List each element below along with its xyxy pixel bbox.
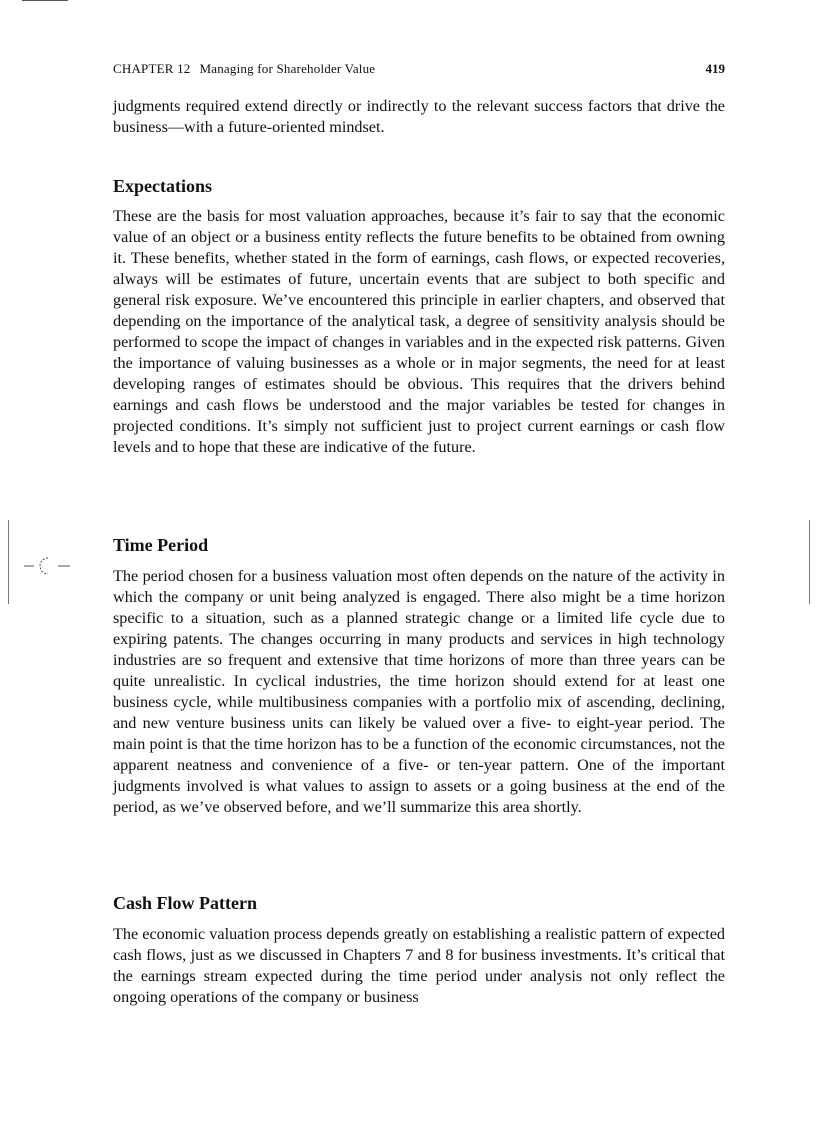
section-heading-cash-flow-pattern: Cash Flow Pattern xyxy=(113,893,257,913)
registration-mark-icon xyxy=(24,554,72,578)
chapter-label: CHAPTER 12 xyxy=(113,61,191,76)
section-heading-expectations: Expectations xyxy=(113,176,212,196)
chapter-title: Managing for Shareholder Value xyxy=(199,61,376,76)
running-header xyxy=(113,60,725,78)
section-body-expectations: These are the basis for most valuation approaches, because it’s fair to say that the economic value of an object or a business entity reflects the future benefits to be obtained from owning it. These benefits, whether stated in the form of earnings, cash flows, or expected recoveries, always will be estimates of future, uncertain events that are subject to both specific and general risk exposure. We’ve encountered this principle in earlier chapters, and observed that depending on the importance of the analytical task, a degree of sensitivity analysis should be performed to scope the impact of changes in variables and in the expected risk patterns. Given the importance of valuing businesses as a whole or in major segments, the need for at least developing ranges of estimates should be obvious. This requires that the drivers behind earnings and cash flows be understood and the major variables be tested for changes in projected conditions. It’s simply not sufficient just to project current earnings or cash flow levels and to hope that these are indicative of the future. xyxy=(113,207,725,456)
section-heading-time-period: Time Period xyxy=(113,535,209,555)
crop-mark-left xyxy=(8,520,9,604)
crop-mark-right xyxy=(809,520,810,604)
crop-mark-top xyxy=(22,0,68,1)
chapter-info xyxy=(113,60,375,78)
section-body-cash-flow-pattern: The economic valuation process depends greatly on establishing a realistic pattern of expected cash flows, just as we discussed in Chapters 7 and 8 for business investments. It’s critical that the earnings stream expected during the time period under analysis not only reflect the ongoing operations of the company or business xyxy=(113,925,725,1006)
section-body-time-period: The period chosen for a business valuation most often depends on the nature of the activity in which the company or unit being analyzed is engaged. There also might be a time horizon specific to a situation, such as a planned strategic change or a limited life cycle due to expiring patents. The changes occurring in many products and services in high technology industries are so frequent and extensive that time horizons of more than three years can be quite unrealistic. In cyclical industries, the time horizon should extend for at least one business cycle, while multibusiness companies with a portfolio mix of ascending, declining, and new venture business units can likely be valued over a five- to eight-year period. The main point is that the time horizon has to be a function of the economic circumstances, not the apparent neatness and convenience of a five- or ten-year pattern. One of the important judgments involved is what values to assign to assets or a going business at the end of the period, as we’ve observed before, and we’ll summarize this area shortly. xyxy=(113,567,725,816)
page-number: 419 xyxy=(705,61,725,76)
intro-paragraph: judgments required extend directly or indirectly to the relevant success factors that drive the business—with a future-oriented mindset. xyxy=(113,97,725,136)
